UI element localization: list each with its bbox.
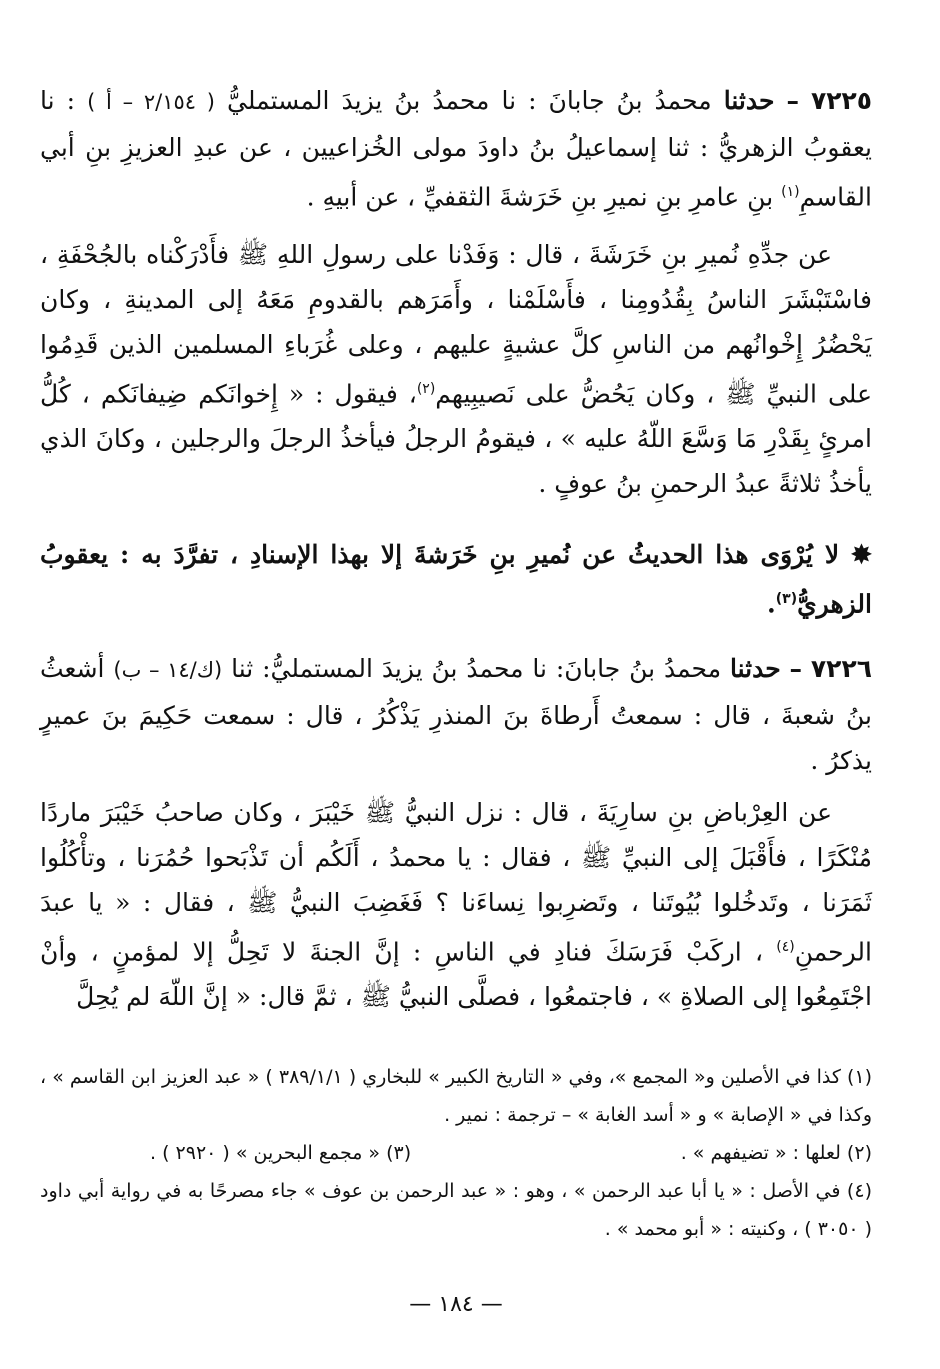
isnad-end: بنِ عامرِ بنِ نميرِ بنِ خَرَشةَ الثقفيِّ ، عن أبيهِ . bbox=[306, 182, 774, 212]
matn-text-b: ، اركَبْ فَرَسَكَ فنادِ في الناسِ : إنَّ الجنةَ لا تَحِلُّ إلا لمؤمنٍ ، وأنْ اجْتَمِعُوا إلى الصلاةِ » ، فاجتمعُوا ، فصلَّى النبيُّ ﷺ ، ثمَّ قال: « إنَّ اللّهَ لم يُحِلَّ bbox=[40, 937, 872, 1012]
isnad-line: محمدُ بنُ جابانَ: نا محمدُ بنُ يزيدَ المستمليُّ: ثنا bbox=[231, 654, 722, 683]
footnotes bbox=[40, 1058, 872, 1248]
footnote-4: (٤) في الأصل : « يا أبا عبد الرحمن » ، وهو : « عبد الرحمن بن عوف » جاء مصرحًا به في رواية أبي داود ( ٣٠٥٠ ) ، وكنيته : « أبو محمد » . bbox=[40, 1180, 872, 1240]
hadith-number: ٧٢٢٥ bbox=[810, 86, 873, 115]
footnote-3: (٣) « مجمع البحرين » ( ٢٩٢٠ ) . bbox=[150, 1142, 412, 1164]
comment-end: . bbox=[767, 589, 776, 619]
isnad-line: محمدُ بنُ جابانَ : نا محمدُ بنُ يزيدَ المستمليُّ bbox=[227, 86, 712, 115]
footnote-2: (٢) لعلها : « تضيفهم » . bbox=[680, 1142, 872, 1164]
hadith-number: ٧٢٢٦ bbox=[810, 654, 872, 683]
matn-text-a: عن جدِّهِ نُميرِ بنِ خَرَشَةَ ، قال : وَفَدْنا على رسولِ اللهِ ﷺ فأَدْرَكْناه بالجُحْفَةِ ، فاسْتَبْشَرَ الناسُ بِقُدُومِنا ، فأَسْلَمْنا ، وأَمَرَهم بالقدومِ مَعَهُ إلى المدينةِ ، وكان يَحْضُرُ إِخْوانُهم من الناسِ كلَّ عشيةٍ عليهم ، وعلى غُرَباءِ المسلمين الذين قَدِمُوا على النبيِّ ﷺ ، وكان يَحُضُّ على نَصيبِيهم bbox=[40, 240, 872, 409]
footnote-marker-2: (٢) bbox=[416, 381, 436, 397]
isnad-continuation: أشعثُ بنُ شعبةَ ، قال : سمعتُ أَرطاةَ بنَ المنذرِ يَذْكُرُ ، قال : سمعت حَكِيمَ بنَ عميرٍ يذكرُ . bbox=[40, 654, 872, 775]
hadith-7225-comment bbox=[40, 532, 872, 626]
footnote-marker-3: (٣) bbox=[775, 591, 798, 607]
star-icon: ✸ bbox=[851, 540, 872, 569]
isnad-continuation: : نا يعقوبُ الزهريُّ : ثنا إسماعيلُ بنُ داودَ مولى الخُزاعيين ، عن عبدِ العزيزِ بنِ أبي القاسمِ bbox=[40, 86, 872, 212]
hadith-dash: – bbox=[789, 654, 803, 683]
comment-text: لا يُرْوَى هذا الحديثُ عن نُميرِ بنِ خَرَشةَ إلا بهذا الإسنادِ ، تفرَّدَ به : يعقوبُ الزهريُّ bbox=[40, 540, 872, 619]
page-number: — ١٨٤ — bbox=[409, 1292, 503, 1317]
footnote-1: (١) كذا في الأصلين و« المجمع »، وفي « التاريخ الكبير » للبخاري ( ٣٨٩/١/١ ) « عبد العزيز ابن القاسم » ، وكذا في « الإصابة » و « أسد الغابة » – ترجمة : نمير . bbox=[40, 1066, 872, 1126]
matn-text-b: ، فيقول : « إِخوانَكم ضِيفانَكم ، كُلُّ امرئٍ بِقَدْرِ مَا وَسَّعَ اللّهُ عليه » ، فيقومُ الرجلُ فيأخذُ الرجلَ والرجلين ، وكانَ الذي يأخذُ ثلاثةً عبدُ الرحمنِ بنُ عوفٍ . bbox=[40, 379, 872, 499]
matn-text-a: عن العِرْباضِ بنِ سارِيَةَ ، قال : نزل النبيُّ ﷺ خَيْبَرَ ، وكان صاحبُ خَيْبَرَ ماردًا مُنْكَرًا ، فأَقْبَلَ إلى النبيِّ ﷺ ، فقال : يا محمدُ ، أَلَكُم أن تَذْبَحوا حُمُرَنا ، وتأْكُلُوا ثَمَرَنا ، وتَدخُلوا بُيُوتَنا ، وتَضرِبوا نِساءَنا ؟ فَغَضِبَ النبيُّ ﷺ ، فقال : « يا عبدَ الرحمنِ bbox=[40, 798, 872, 967]
hadith-opening: حدثنا bbox=[729, 654, 781, 683]
hadith-7225-matn bbox=[40, 232, 872, 506]
footnote-marker-4: (٤) bbox=[776, 939, 795, 955]
manuscript-ref: ( ٢/١٥٤ – أ ) bbox=[87, 90, 215, 114]
footnote-marker-1: (١) bbox=[781, 184, 800, 200]
hadith-dash: – bbox=[786, 86, 799, 115]
hadith-opening: حدثنا bbox=[723, 86, 775, 115]
footnote-row-2-3 bbox=[40, 1134, 872, 1172]
hadith-7225-isnad bbox=[40, 78, 872, 219]
hadith-7226-isnad bbox=[40, 646, 872, 783]
hadith-7226-matn bbox=[40, 790, 872, 1019]
manuscript-ref: (ك/١٤ – ب) bbox=[113, 658, 223, 682]
